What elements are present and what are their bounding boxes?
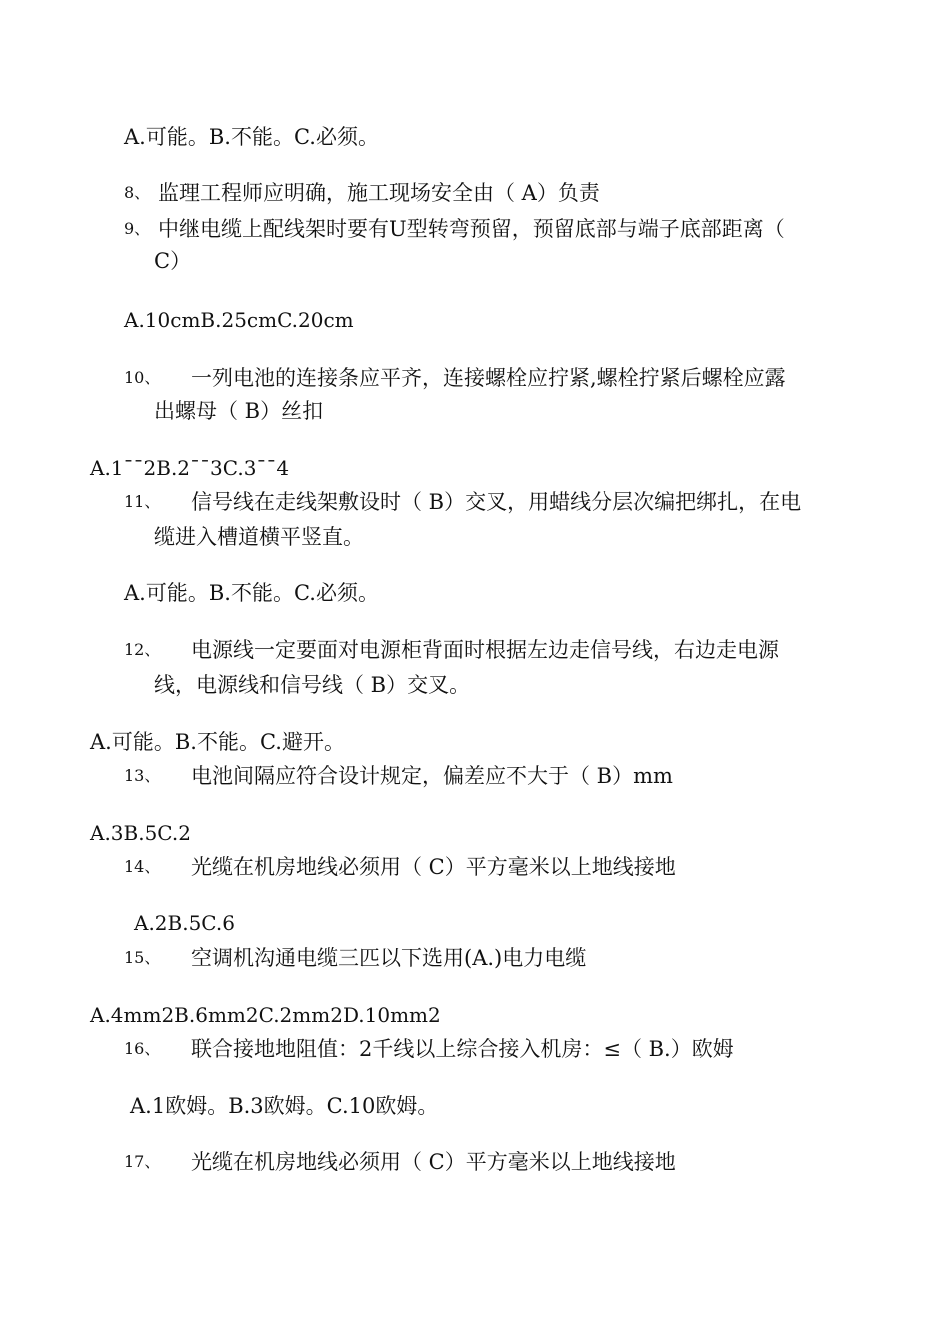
question-8-text: 监理工程师应明确，施工现场安全由（ A）负责 bbox=[158, 181, 600, 205]
question-15-options: A.4mm2B.6mm2C.2mm2D.10mm2 bbox=[90, 1003, 441, 1027]
question-9-number: 9、 bbox=[124, 219, 151, 238]
question-10-options: A.1¯¯2B.2¯¯3C.3¯¯4 bbox=[90, 456, 290, 480]
question-8-number: 8、 bbox=[124, 183, 151, 202]
question-13-number: 13、 bbox=[124, 766, 161, 785]
question-10-text-cont: 出螺母（ B）丝扣 bbox=[154, 399, 324, 423]
question-11-number: 11、 bbox=[124, 492, 161, 511]
question-14-text: 光缆在机房地线必须用（ C）平方毫米以上地线接地 bbox=[191, 855, 676, 879]
question-11-text: 信号线在走线架敷设时（ B）交叉，用蜡线分层次编把绑扎，在电 bbox=[191, 490, 802, 514]
question-10-number: 10、 bbox=[124, 368, 161, 387]
question-10-text: 一列电池的连接条应平齐，连接螺栓应拧紧,螺栓拧紧后螺栓应露 bbox=[191, 366, 786, 390]
answer-options-line: A.可能。B.不能。C.必须。 bbox=[124, 125, 379, 149]
question-15-text: 空调机沟通电缆三匹以下选用(A.)电力电缆 bbox=[191, 946, 587, 970]
question-13-text: 电池间隔应符合设计规定，偏差应不大于（ B）mm bbox=[191, 764, 673, 788]
question-16-number: 16、 bbox=[124, 1039, 161, 1058]
question-12-options: A.可能。B.不能。C.避开。 bbox=[90, 730, 345, 754]
question-11-text-cont: 缆进入槽道横平竖直。 bbox=[154, 525, 364, 549]
question-17-number: 17、 bbox=[124, 1152, 161, 1171]
question-9-options: A.10cmB.25cmC.20cm bbox=[124, 308, 354, 332]
question-15-number: 15、 bbox=[124, 948, 161, 967]
question-16-options: A.1欧姆。B.3欧姆。C.10欧姆。 bbox=[130, 1094, 439, 1118]
question-9-text-cont: C） bbox=[154, 249, 192, 273]
question-14-number: 14、 bbox=[124, 857, 161, 876]
question-13-options: A.3B.5C.2 bbox=[90, 821, 191, 845]
question-17-text: 光缆在机房地线必须用（ C）平方毫米以上地线接地 bbox=[191, 1150, 676, 1174]
question-12-text-cont: 线，电源线和信号线（ B）交叉。 bbox=[154, 673, 471, 697]
question-11-options: A.可能。B.不能。C.必须。 bbox=[124, 581, 379, 605]
question-9-text: 中继电缆上配线架时要有U型转弯预留，预留底部与端子底部距离（ bbox=[158, 217, 785, 241]
question-14-options: A.2B.5C.6 bbox=[134, 911, 235, 935]
question-12-text: 电源线一定要面对电源柜背面时根据左边走信号线，右边走电源 bbox=[191, 638, 779, 662]
question-12-number: 12、 bbox=[124, 640, 161, 659]
question-16-text: 联合接地地阻值：2千线以上综合接入机房：≤（ B.）欧姆 bbox=[191, 1037, 734, 1061]
